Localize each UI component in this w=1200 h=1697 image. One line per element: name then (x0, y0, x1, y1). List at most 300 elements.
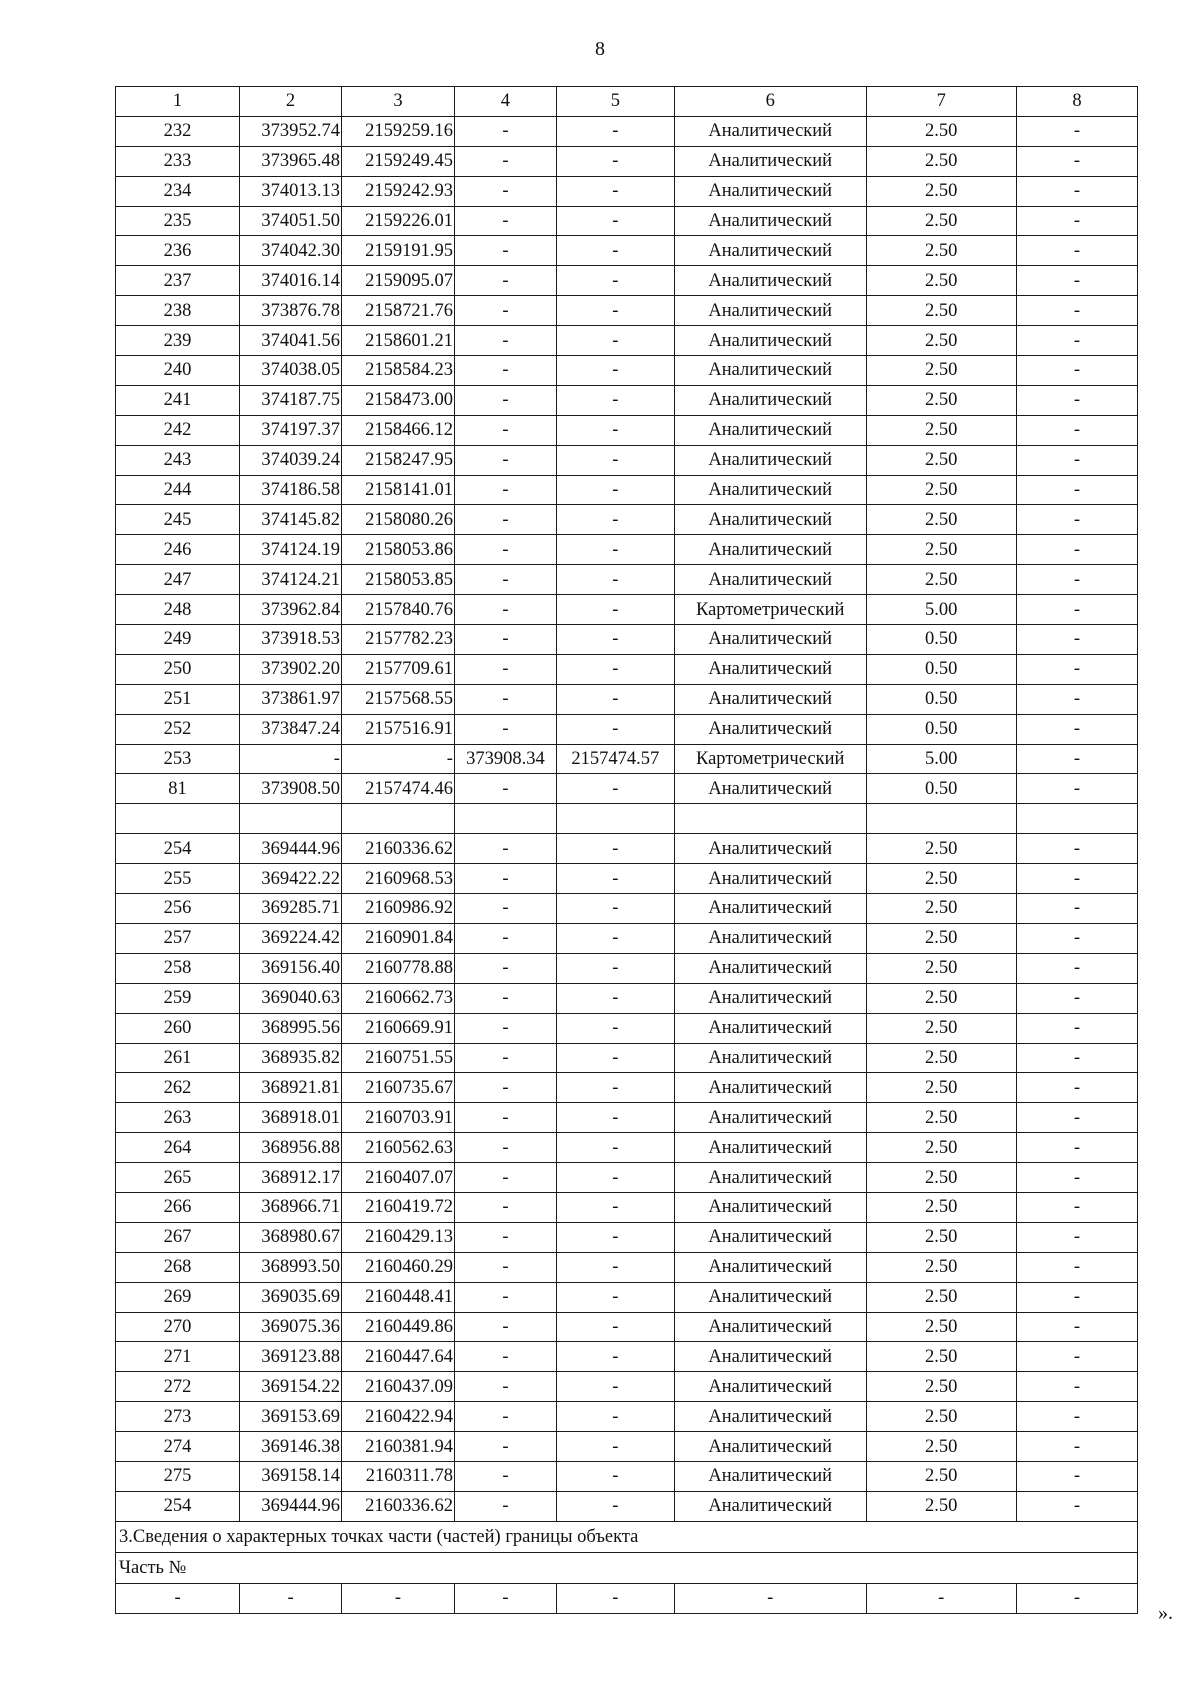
cell-method: Аналитический (674, 1282, 866, 1312)
cell-x-coordinate-alt: - (454, 206, 556, 236)
cell-description: 8 (1016, 87, 1137, 117)
cell-point-number: 258 (116, 953, 240, 983)
cell-method: Аналитический (674, 475, 866, 505)
cell-description: - (1016, 625, 1137, 655)
cell-point-number: 234 (116, 176, 240, 206)
page-number: 8 (595, 38, 605, 60)
cell-point-number: 251 (116, 684, 240, 714)
cell-accuracy: 5.00 (866, 595, 1016, 625)
cell-x-coordinate-alt: - (454, 834, 556, 864)
table-row (116, 146, 1138, 176)
cell-y-coordinate-alt: - (556, 983, 674, 1013)
cell-x-coordinate-alt: - (454, 1192, 556, 1222)
cell-x-coordinate-alt: - (454, 1372, 556, 1402)
cell-x-coordinate-alt: - (454, 654, 556, 684)
cell-x-coordinate: 369422.22 (240, 864, 342, 894)
cell-y-coordinate: 2160669.91 (341, 1013, 454, 1043)
table-row (116, 834, 1138, 864)
cell-description: - (1016, 296, 1137, 326)
cell-accuracy: 2.50 (866, 116, 1016, 146)
cell-accuracy: 2.50 (866, 1073, 1016, 1103)
table-row (116, 953, 1138, 983)
cell-method: Аналитический (674, 565, 866, 595)
cell-x-coordinate-alt: - (454, 864, 556, 894)
cell-description: - (1016, 236, 1137, 266)
cell-method: Аналитический (674, 953, 866, 983)
cell-y-coordinate-alt: - (556, 864, 674, 894)
cell-x-coordinate: 374187.75 (240, 385, 342, 415)
cell-point-number: 239 (116, 326, 240, 356)
cell-accuracy: 2.50 (866, 236, 1016, 266)
cell-y-coordinate-alt: - (556, 1342, 674, 1372)
cell-y-coordinate: 2158473.00 (341, 385, 454, 415)
cell-description: - (1016, 475, 1137, 505)
table-row (116, 1432, 1138, 1462)
cell-method: Аналитический (674, 923, 866, 953)
table-row (116, 206, 1138, 236)
cell-point-number: 246 (116, 535, 240, 565)
cell-description: - (1016, 953, 1137, 983)
cell-y-coordinate: 2159242.93 (341, 176, 454, 206)
cell-x-coordinate-alt (454, 804, 556, 834)
cell-x-coordinate: 368995.56 (240, 1013, 342, 1043)
cell-y-coordinate-alt: - (556, 236, 674, 266)
cell-y-coordinate: 2158466.12 (341, 415, 454, 445)
cell-x-coordinate-alt: - (454, 1583, 556, 1613)
cell-method: Аналитический (674, 116, 866, 146)
cell-accuracy: 2.50 (866, 1103, 1016, 1133)
cell-description: - (1016, 505, 1137, 535)
cell-description: - (1016, 595, 1137, 625)
cell-accuracy: 2.50 (866, 1402, 1016, 1432)
cell-point-number: 269 (116, 1282, 240, 1312)
cell-method: Аналитический (674, 834, 866, 864)
cell-accuracy: 2.50 (866, 415, 1016, 445)
table-row (116, 176, 1138, 206)
cell-x-coordinate-alt: - (454, 894, 556, 924)
cell-x-coordinate: 373962.84 (240, 595, 342, 625)
cell-accuracy: 2.50 (866, 1342, 1016, 1372)
cell-x-coordinate-alt: - (454, 1252, 556, 1282)
cell-method: Аналитический (674, 774, 866, 804)
cell-y-coordinate: 2160662.73 (341, 983, 454, 1013)
table-body (116, 87, 1138, 1614)
cell-x-coordinate: 374038.05 (240, 356, 342, 386)
cell-y-coordinate-alt: - (556, 953, 674, 983)
cell-description: - (1016, 1133, 1137, 1163)
cell-x-coordinate-alt: - (454, 595, 556, 625)
cell-y-coordinate-alt: - (556, 654, 674, 684)
cell-accuracy: 2.50 (866, 445, 1016, 475)
cell-x-coordinate-alt: - (454, 684, 556, 714)
cell-point-number: 270 (116, 1312, 240, 1342)
cell-accuracy: 2.50 (866, 1192, 1016, 1222)
cell-x-coordinate: 373847.24 (240, 714, 342, 744)
cell-x-coordinate: 374039.24 (240, 445, 342, 475)
cell-accuracy: 2.50 (866, 1491, 1016, 1521)
cell-y-coordinate-alt: - (556, 684, 674, 714)
table-row (116, 385, 1138, 415)
cell-accuracy: 2.50 (866, 326, 1016, 356)
cell-x-coordinate-alt: - (454, 1013, 556, 1043)
cell-y-coordinate-alt: - (556, 1163, 674, 1193)
cell-x-coordinate-alt: - (454, 236, 556, 266)
cell-y-coordinate: 2160735.67 (341, 1073, 454, 1103)
cell-accuracy: 7 (866, 87, 1016, 117)
cell-y-coordinate: 2157516.91 (341, 714, 454, 744)
cell-point-number: 1 (116, 87, 240, 117)
cell-x-coordinate: 368993.50 (240, 1252, 342, 1282)
cell-y-coordinate: 2158080.26 (341, 505, 454, 535)
cell-description: - (1016, 684, 1137, 714)
cell-accuracy: 2.50 (866, 983, 1016, 1013)
cell-accuracy: 2.50 (866, 1013, 1016, 1043)
cell-y-coordinate: 2158584.23 (341, 356, 454, 386)
cell-description: - (1016, 116, 1137, 146)
cell-x-coordinate: 369123.88 (240, 1342, 342, 1372)
table-row (116, 1252, 1138, 1282)
cell-method: Аналитический (674, 236, 866, 266)
cell-y-coordinate-alt: - (556, 1192, 674, 1222)
cell-y-coordinate-alt: - (556, 296, 674, 326)
cell-description: - (1016, 206, 1137, 236)
cell-x-coordinate: 369146.38 (240, 1432, 342, 1462)
cell-y-coordinate: 2160986.92 (341, 894, 454, 924)
cell-point-number: 244 (116, 475, 240, 505)
cell-method: Аналитический (674, 654, 866, 684)
cell-point-number: 232 (116, 116, 240, 146)
cell-y-coordinate: 2160968.53 (341, 864, 454, 894)
cell-description: - (1016, 1372, 1137, 1402)
cell-method: Аналитический (674, 1073, 866, 1103)
cell-point-number: 250 (116, 654, 240, 684)
cell-point-number: 237 (116, 266, 240, 296)
cell-y-coordinate: 2160460.29 (341, 1252, 454, 1282)
cell-x-coordinate: 374051.50 (240, 206, 342, 236)
cell-y-coordinate: 2160407.07 (341, 1163, 454, 1193)
cell-x-coordinate: 2 (240, 87, 342, 117)
cell-method: Аналитический (674, 1372, 866, 1402)
cell-accuracy: 2.50 (866, 1222, 1016, 1252)
cell-y-coordinate: 2160422.94 (341, 1402, 454, 1432)
cell-y-coordinate: 2158141.01 (341, 475, 454, 505)
table-row (116, 1222, 1138, 1252)
cell-method: Аналитический (674, 176, 866, 206)
cell-x-coordinate-alt: - (454, 1461, 556, 1491)
cell-x-coordinate: 373902.20 (240, 654, 342, 684)
cell-method: Аналитический (674, 1222, 866, 1252)
cell-point-number: 81 (116, 774, 240, 804)
cell-y-coordinate-alt: - (556, 1252, 674, 1282)
cell-x-coordinate-alt: - (454, 774, 556, 804)
cell-y-coordinate: 2160311.78 (341, 1461, 454, 1491)
cell-y-coordinate: 2159259.16 (341, 116, 454, 146)
cell-method: Аналитический (674, 1312, 866, 1342)
section-title: 3.Сведения о характерных точках части (частей) границы объекта (116, 1521, 1138, 1552)
cell-y-coordinate-alt: - (556, 116, 674, 146)
cell-point-number: 259 (116, 983, 240, 1013)
cell-x-coordinate: 369075.36 (240, 1312, 342, 1342)
cell-y-coordinate-alt: - (556, 176, 674, 206)
cell-description: - (1016, 894, 1137, 924)
cell-y-coordinate-alt: 5 (556, 87, 674, 117)
header-row (116, 87, 1138, 117)
cell-point-number: 262 (116, 1073, 240, 1103)
cell-point-number: 235 (116, 206, 240, 236)
cell-method: Аналитический (674, 1192, 866, 1222)
cell-y-coordinate: 2160449.86 (341, 1312, 454, 1342)
cell-description: - (1016, 146, 1137, 176)
cell-method: 6 (674, 87, 866, 117)
cell-description: - (1016, 445, 1137, 475)
cell-x-coordinate-alt: - (454, 1282, 556, 1312)
cell-accuracy: 0.50 (866, 714, 1016, 744)
cell-accuracy: 2.50 (866, 1043, 1016, 1073)
cell-y-coordinate: 2159191.95 (341, 236, 454, 266)
cell-method: Аналитический (674, 326, 866, 356)
section-title-row (116, 1521, 1138, 1552)
cell-y-coordinate: 2160429.13 (341, 1222, 454, 1252)
cell-point-number: 260 (116, 1013, 240, 1043)
cell-point-number: 233 (116, 146, 240, 176)
cell-x-coordinate-alt: - (454, 1432, 556, 1462)
cell-description: - (1016, 1073, 1137, 1103)
cell-y-coordinate-alt: - (556, 714, 674, 744)
cell-method: Аналитический (674, 505, 866, 535)
cell-description: - (1016, 356, 1137, 386)
cell-method (674, 804, 866, 834)
cell-point-number: 266 (116, 1192, 240, 1222)
cell-method: Аналитический (674, 1163, 866, 1193)
cell-method: Аналитический (674, 1103, 866, 1133)
cell-x-coordinate: 368918.01 (240, 1103, 342, 1133)
cell-y-coordinate: 2160381.94 (341, 1432, 454, 1462)
cell-method: Аналитический (674, 385, 866, 415)
cell-description: - (1016, 1043, 1137, 1073)
cell-method: Аналитический (674, 206, 866, 236)
cell-accuracy: 0.50 (866, 625, 1016, 655)
cell-y-coordinate: 2157474.46 (341, 774, 454, 804)
cell-point-number: 252 (116, 714, 240, 744)
cell-method: Аналитический (674, 1133, 866, 1163)
closing-quote-mark: ». (1158, 1602, 1173, 1624)
table-row (116, 445, 1138, 475)
cell-x-coordinate (240, 804, 342, 834)
table-row (116, 1013, 1138, 1043)
cell-x-coordinate-alt: - (454, 296, 556, 326)
cell-x-coordinate: 373952.74 (240, 116, 342, 146)
table-row (116, 983, 1138, 1013)
coordinates-table (115, 86, 1138, 1614)
table-row (116, 625, 1138, 655)
table-row (116, 1163, 1138, 1193)
table-row (116, 1133, 1138, 1163)
table-row (116, 356, 1138, 386)
cell-accuracy: 2.50 (866, 834, 1016, 864)
cell-y-coordinate: 2157840.76 (341, 595, 454, 625)
cell-accuracy: 2.50 (866, 953, 1016, 983)
cell-x-coordinate: 368921.81 (240, 1073, 342, 1103)
cell-description (1016, 804, 1137, 834)
cell-x-coordinate-alt: - (454, 116, 556, 146)
cell-y-coordinate-alt: - (556, 1583, 674, 1613)
cell-x-coordinate: - (240, 744, 342, 774)
cell-point-number: 272 (116, 1372, 240, 1402)
cell-x-coordinate: 374145.82 (240, 505, 342, 535)
table-row (116, 1103, 1138, 1133)
table-row (116, 565, 1138, 595)
cell-y-coordinate-alt: - (556, 1491, 674, 1521)
cell-x-coordinate: 369156.40 (240, 953, 342, 983)
cell-method: Картометрический (674, 595, 866, 625)
part-number-label: Часть № (116, 1552, 1138, 1583)
cell-point-number: 236 (116, 236, 240, 266)
part-number-row (116, 1552, 1138, 1583)
cell-point-number: 254 (116, 1491, 240, 1521)
cell-method: Аналитический (674, 1432, 866, 1462)
cell-x-coordinate: 374013.13 (240, 176, 342, 206)
cell-x-coordinate-alt: - (454, 326, 556, 356)
cell-method: Аналитический (674, 714, 866, 744)
cell-y-coordinate: 2160419.72 (341, 1192, 454, 1222)
cell-description: - (1016, 744, 1137, 774)
cell-x-coordinate-alt: - (454, 1043, 556, 1073)
cell-y-coordinate-alt: - (556, 595, 674, 625)
cell-accuracy: 2.50 (866, 296, 1016, 326)
cell-y-coordinate-alt: - (556, 505, 674, 535)
cell-x-coordinate: 374042.30 (240, 236, 342, 266)
cell-y-coordinate-alt: - (556, 146, 674, 176)
cell-y-coordinate: - (341, 744, 454, 774)
cell-point-number: 248 (116, 595, 240, 625)
table-row (116, 1073, 1138, 1103)
cell-x-coordinate-alt: - (454, 1073, 556, 1103)
cell-y-coordinate: 2160778.88 (341, 953, 454, 983)
cell-description: - (1016, 983, 1137, 1013)
table-row (116, 923, 1138, 953)
cell-description: - (1016, 1163, 1137, 1193)
table-row (116, 236, 1138, 266)
cell-method: Аналитический (674, 1461, 866, 1491)
cell-accuracy: 2.50 (866, 356, 1016, 386)
cell-y-coordinate: 2159095.07 (341, 266, 454, 296)
cell-y-coordinate: 2158247.95 (341, 445, 454, 475)
cell-method: Аналитический (674, 266, 866, 296)
cell-x-coordinate-alt: - (454, 1103, 556, 1133)
cell-x-coordinate-alt: - (454, 356, 556, 386)
cell-y-coordinate-alt: - (556, 774, 674, 804)
cell-method: Аналитический (674, 1252, 866, 1282)
cell-accuracy: 2.50 (866, 1312, 1016, 1342)
table-row (116, 1043, 1138, 1073)
cell-y-coordinate-alt: - (556, 1282, 674, 1312)
table-row (116, 116, 1138, 146)
cell-x-coordinate: 368912.17 (240, 1163, 342, 1193)
cell-point-number: 253 (116, 744, 240, 774)
cell-y-coordinate-alt: - (556, 326, 674, 356)
cell-x-coordinate: 373876.78 (240, 296, 342, 326)
cell-point-number: 245 (116, 505, 240, 535)
cell-description: - (1016, 385, 1137, 415)
cell-method: Аналитический (674, 983, 866, 1013)
cell-y-coordinate-alt: - (556, 1133, 674, 1163)
table-row (116, 684, 1138, 714)
cell-x-coordinate-alt: - (454, 385, 556, 415)
cell-description: - (1016, 1432, 1137, 1462)
cell-x-coordinate: 368956.88 (240, 1133, 342, 1163)
table-row (116, 1461, 1138, 1491)
table-row (116, 744, 1138, 774)
cell-method: Картометрический (674, 744, 866, 774)
cell-y-coordinate: 2160562.63 (341, 1133, 454, 1163)
cell-x-coordinate-alt: - (454, 505, 556, 535)
cell-accuracy: 2.50 (866, 864, 1016, 894)
cell-x-coordinate: 368935.82 (240, 1043, 342, 1073)
cell-accuracy: 2.50 (866, 1252, 1016, 1282)
cell-accuracy: 2.50 (866, 1163, 1016, 1193)
cell-y-coordinate-alt: - (556, 266, 674, 296)
cell-description: - (1016, 415, 1137, 445)
cell-description: - (1016, 1252, 1137, 1282)
table-row (116, 1192, 1138, 1222)
cell-method: Аналитический (674, 1491, 866, 1521)
cell-point-number: 267 (116, 1222, 240, 1252)
cell-x-coordinate: 374197.37 (240, 415, 342, 445)
cell-description: - (1016, 1013, 1137, 1043)
cell-y-coordinate-alt: - (556, 385, 674, 415)
cell-y-coordinate-alt: - (556, 1013, 674, 1043)
cell-accuracy: 2.50 (866, 206, 1016, 236)
cell-y-coordinate: - (341, 1583, 454, 1613)
cell-y-coordinate-alt: - (556, 206, 674, 236)
cell-y-coordinate-alt: - (556, 356, 674, 386)
cell-accuracy (866, 804, 1016, 834)
cell-y-coordinate-alt: - (556, 834, 674, 864)
cell-x-coordinate: - (240, 1583, 342, 1613)
cell-y-coordinate: 2157782.23 (341, 625, 454, 655)
cell-y-coordinate: 2160751.55 (341, 1043, 454, 1073)
cell-description: - (1016, 565, 1137, 595)
table-row (116, 296, 1138, 326)
cell-accuracy: 2.50 (866, 385, 1016, 415)
cell-y-coordinate-alt: - (556, 535, 674, 565)
cell-y-coordinate-alt: - (556, 1372, 674, 1402)
cell-accuracy: 2.50 (866, 1372, 1016, 1402)
cell-x-coordinate: 374016.14 (240, 266, 342, 296)
cell-accuracy: - (866, 1583, 1016, 1613)
cell-accuracy: 2.50 (866, 1133, 1016, 1163)
table-row (116, 535, 1138, 565)
cell-x-coordinate: 369444.96 (240, 1491, 342, 1521)
cell-point-number: 265 (116, 1163, 240, 1193)
table-row-empty-part (116, 1583, 1138, 1613)
cell-point-number: 255 (116, 864, 240, 894)
cell-accuracy: 2.50 (866, 535, 1016, 565)
cell-x-coordinate-alt: - (454, 415, 556, 445)
cell-x-coordinate-alt: - (454, 1402, 556, 1432)
table-row (116, 864, 1138, 894)
cell-accuracy: 2.50 (866, 475, 1016, 505)
cell-description: - (1016, 864, 1137, 894)
cell-y-coordinate: 2158601.21 (341, 326, 454, 356)
cell-x-coordinate-alt: - (454, 266, 556, 296)
cell-description: - (1016, 1461, 1137, 1491)
cell-y-coordinate: 2160336.62 (341, 834, 454, 864)
cell-description: - (1016, 1402, 1137, 1432)
cell-accuracy: 2.50 (866, 894, 1016, 924)
cell-y-coordinate: 2158053.85 (341, 565, 454, 595)
cell-y-coordinate-alt: - (556, 894, 674, 924)
